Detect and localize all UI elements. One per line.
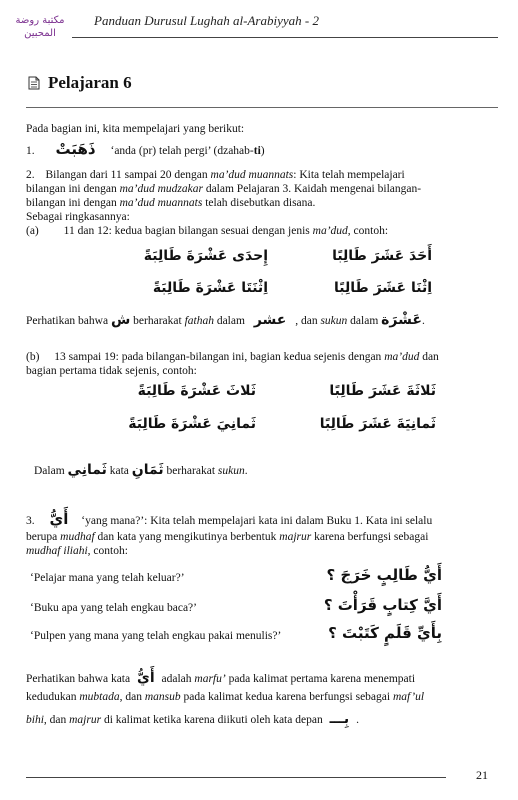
section-a-label: (a) bbox=[26, 225, 39, 237]
note-text: dalam bbox=[213, 315, 248, 327]
footer-rule bbox=[26, 777, 446, 778]
note-term: sukun bbox=[320, 315, 348, 327]
item-2-term: ma’dud mudzakar bbox=[119, 183, 203, 195]
para-term: marfu’ bbox=[194, 673, 226, 685]
example-3-1-arabic: أَيُّ طَالِبٍ خَرَجَ ؟ bbox=[326, 566, 442, 584]
note-text: berharakat bbox=[130, 315, 185, 327]
note-arabic: عَشْرَة bbox=[381, 312, 422, 328]
page-number: 21 bbox=[476, 768, 488, 782]
item-2-line-3 bbox=[26, 197, 498, 210]
item-2-text: bilangan ini dengan bbox=[26, 197, 120, 209]
example-3-3-arabic: بِأَيِّ قَلَمٍ كَتَبْتَ ؟ bbox=[328, 624, 442, 642]
item-2-text: Bilangan dari 11 sampai 20 dengan bbox=[45, 169, 211, 181]
intro-text: Pada bagian ini, kita mempelajari yang berikut: bbox=[26, 123, 245, 135]
summary-label: Sebagai ringkasannya: bbox=[26, 211, 130, 223]
section-b-text: 13 sampai 19: pada bilangan-bilangan ini, bagian kedua sejenis dengan bbox=[54, 351, 385, 363]
note-text: Dalam bbox=[34, 465, 68, 477]
item-2-line-2 bbox=[26, 183, 498, 196]
note-term: sukun bbox=[217, 465, 245, 477]
item-3-para-line-2 bbox=[26, 691, 498, 704]
note-text: kata bbox=[106, 465, 132, 477]
example-3-2-translation: ‘Buku apa yang telah engkau baca?’ bbox=[30, 602, 197, 614]
item-3-term: majrur bbox=[279, 531, 312, 543]
note-arabic: عشر bbox=[253, 312, 287, 328]
example-b2-masc: ثَمانِيَةَ عَشَرَ طَالِبًا bbox=[319, 416, 436, 432]
example-b1-fem: ثَلاثَ عَشْرَةَ طَالِبَةً bbox=[137, 383, 256, 399]
item-2-number: 2. bbox=[26, 169, 35, 181]
header-title: Panduan Durusul Lughah al-Arabiyyah - 2 bbox=[94, 13, 319, 28]
item-3-line-1 bbox=[26, 510, 498, 528]
section-a-intro bbox=[26, 225, 498, 238]
example-a2-masc: اِثْنَا عَشَرَ طَالِبًا bbox=[334, 280, 432, 296]
item-3-text: dan kata yang mengikutinya berbentuk bbox=[94, 531, 280, 543]
item-1-gloss-bold: ti bbox=[253, 145, 261, 157]
logo-text: مكتبة روضة المحبين bbox=[15, 15, 65, 39]
para-text: , dan bbox=[119, 691, 145, 703]
item-3-term: mudhaf iliahi bbox=[26, 545, 88, 557]
item-3-para-line-1 bbox=[26, 672, 498, 686]
note-text: . bbox=[244, 465, 248, 477]
section-b-term: ma’dud bbox=[384, 351, 420, 363]
item-2-text: telah disebutkan disana. bbox=[202, 197, 316, 209]
note-text: . bbox=[421, 315, 425, 327]
para-term: mansub bbox=[144, 691, 181, 703]
note-text: berharakat bbox=[163, 465, 218, 477]
item-2-text: : Kita telah mempelajari bbox=[293, 169, 405, 181]
item-2-term: ma’dud muannats bbox=[210, 169, 294, 181]
section-b-label: (b) bbox=[26, 351, 40, 363]
item-2-line-1 bbox=[26, 169, 498, 182]
item-3-line-3 bbox=[26, 545, 498, 558]
para-term: mubtada bbox=[79, 691, 120, 703]
section-a-text: 11 dan 12: kedua bagian bilangan sesuai dengan jenis bbox=[63, 225, 313, 237]
item-2-term: ma’dud muannats bbox=[119, 197, 203, 209]
example-a2-fem: اِثْنَتَا عَشْرَةَ طَالِبَةً bbox=[152, 280, 268, 296]
note-arabic: ش bbox=[110, 312, 131, 328]
example-3-3-translation: ‘Pulpen yang mana yang telah engkau pakai menulis?’ bbox=[30, 630, 282, 642]
header-rule bbox=[72, 37, 498, 38]
note-text: , dan bbox=[292, 315, 321, 327]
para-text: Perhatikan bahwa kata bbox=[26, 673, 133, 685]
para-text: , dan bbox=[43, 714, 70, 726]
example-a1-masc: أَحَدَ عَشَرَ طَالِبًا bbox=[332, 248, 432, 264]
para-text: pada kalimat pertama karena menempati bbox=[225, 673, 416, 685]
example-3-1-translation: ‘Pelajar mana yang telah keluar?’ bbox=[30, 572, 185, 584]
document-icon bbox=[28, 76, 40, 90]
para-text: kedudukan bbox=[26, 691, 80, 703]
section-b-line-1 bbox=[26, 351, 498, 364]
item-1-number: 1. bbox=[26, 145, 35, 157]
note-arabic: ثَمانِي bbox=[67, 462, 107, 478]
item-3-text: ‘yang mana?’: Kita telah mempelajari kata ini dalam Buku 1. Kata ini selalu bbox=[81, 515, 433, 527]
item-1-arabic: ذَهَبَتْ bbox=[55, 140, 96, 158]
item-2-text: dalam Pelajaran 3. Kaidah mengenai bilangan- bbox=[202, 183, 422, 195]
item-1 bbox=[26, 140, 498, 158]
para-arabic: بِـــ bbox=[329, 711, 350, 727]
section-b-text: dan bbox=[419, 351, 439, 363]
item-3-term: mudhaf bbox=[60, 531, 95, 543]
header-logo bbox=[8, 4, 72, 39]
section-a-term: ma’dud bbox=[312, 225, 348, 237]
example-b2-fem: ثَمانِيَ عَشْرَةَ طَالِبَةً bbox=[128, 416, 256, 432]
lesson-title: Pelajaran 6 bbox=[48, 73, 132, 92]
item-3-text: , contoh: bbox=[87, 545, 128, 557]
note-text: dalam bbox=[347, 315, 382, 327]
item-3-arabic: أَيُّ bbox=[49, 510, 69, 528]
section-a-text: , contoh: bbox=[347, 225, 389, 237]
item-1-gloss: ‘anda (pr) telah pergi’ (dzahab- bbox=[110, 145, 254, 157]
para-term: majrur bbox=[69, 714, 102, 726]
section-b-note bbox=[34, 464, 506, 478]
example-b1-masc: ثَلاثَةَ عَشَرَ طَالِبًا bbox=[329, 383, 436, 399]
item-3-line-2 bbox=[26, 531, 498, 544]
para-term: bihi bbox=[26, 714, 44, 726]
para-arabic: أَيُّ bbox=[136, 670, 155, 686]
para-term: maf’ul bbox=[392, 691, 425, 703]
item-3-text: berupa bbox=[26, 531, 61, 543]
para-text: di kalimat ketika karena diikuti oleh kata depan bbox=[101, 714, 326, 726]
item-3-text: karena berfungsi sebagai bbox=[311, 531, 429, 543]
para-text: pada kalimat kedua karena berfungsi sebagai bbox=[180, 691, 393, 703]
note-term: fathah bbox=[184, 315, 214, 327]
lesson-heading bbox=[28, 72, 132, 94]
item-3-number: 3. bbox=[26, 515, 35, 527]
example-a1-fem: إِحدَى عَشْرَةَ طَالِبَةً bbox=[143, 248, 268, 264]
item-1-gloss-end: ) bbox=[260, 145, 265, 157]
section-b-line-2: bagian pertama tidak sejenis, contoh: bbox=[26, 365, 197, 377]
para-text: adalah bbox=[158, 673, 195, 685]
example-3-2-arabic: أَيَّ كِتابٍ قَرَأْتَ ؟ bbox=[323, 596, 442, 614]
note-text: Perhatikan bahwa bbox=[26, 315, 111, 327]
para-text: . bbox=[353, 714, 359, 726]
section-a-note bbox=[26, 314, 498, 328]
item-2-text: bilangan ini dengan bbox=[26, 183, 120, 195]
note-arabic: ثَمَانِ bbox=[131, 462, 164, 478]
lesson-rule bbox=[26, 107, 498, 108]
item-3-para-line-3 bbox=[26, 713, 498, 727]
